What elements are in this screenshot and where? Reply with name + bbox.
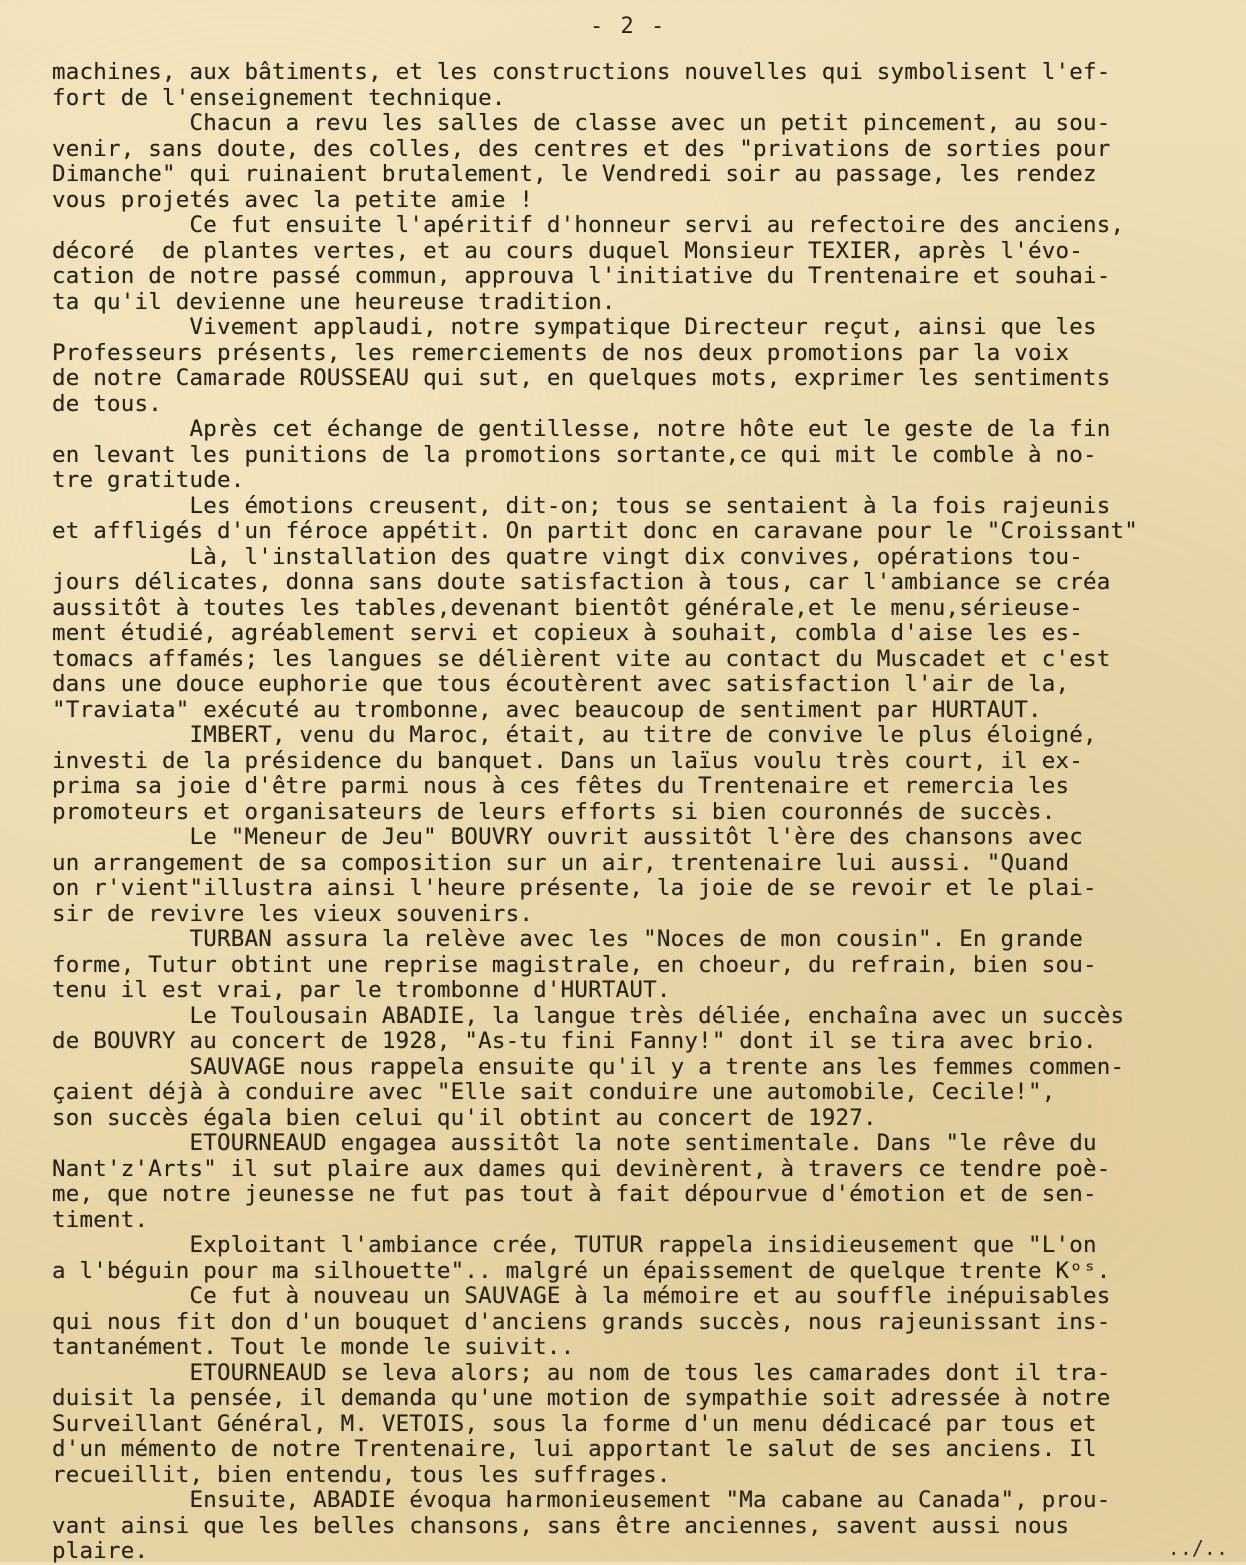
text-line: qui nous fit don d'un bouquet d'anciens grands succès, nous rajeunissant ins- [52,1308,1111,1335]
text-line: un arrangement de sa composition sur un air, trentenaire lui aussi. "Quand [52,849,1070,876]
continuation-mark: ../.. [1167,1536,1228,1560]
text-line: jours délicates, donna sans doute satisfaction à tous, car l'ambiance se créa [52,569,1111,595]
text-line: Là, l'installation des quatre vingt dix convives, opérations tou- [52,543,1083,570]
text-line: TURBAN assura la relève avec les "Noces de mon cousin". En grande [52,926,1083,952]
text-line: ta qu'il devienne une heureuse tradition. [52,288,616,315]
text-line: Le "Meneur de Jeu" BOUVRY ouvrit aussitôt l'ère des chansons avec [52,824,1083,850]
text-line: de tous. [52,390,162,417]
text-line: dans une douce euphorie que tous écoutèrent avec satisfaction l'air de la, [52,671,1070,697]
text-line: sir de revivre les vieux souvenirs. [52,900,534,927]
text-line: vant ainsi que les belles chansons, sans être anciennes, savent aussi nous [52,1512,1070,1539]
text-line: Exploitant l'ambiance crée, TUTUR rappela insidieusement que "L'on [52,1232,1097,1258]
text-line: vous projetés avec la petite amie ! [52,186,534,213]
text-line: "Traviata" exécuté au trombonne, avec beaucoup de sentiment par HURTAUT. [52,696,1042,723]
text-line: cation de notre passé commun, approuva l'initiative du Trentenaire et souhai- [52,263,1111,289]
text-line: promoteurs et organisateurs de leurs efforts si bien couronnés de succès. [52,798,1056,825]
text-line: aussitôt à toutes les tables,devenant bientôt générale,et le menu,sérieuse- [52,594,1083,621]
text-line: d'un mémento de notre Trentenaire, lui apportant le salut de ses anciens. Il [52,1436,1097,1462]
text-line: recueillit, bien entendu, tous les suffrages. [52,1461,671,1488]
text-line: prima sa joie d'être parmi nous à ces fêtes du Trentenaire et remercia les [52,773,1070,799]
text-line: Nant'z'Arts" il sut plaire aux dames qui devinèrent, à travers ce tendre poè- [52,1155,1111,1182]
text-line: Ce fut à nouveau un SAUVAGE à la mémoire et au souffle inépuisables [52,1283,1111,1309]
text-line: Après cet échange de gentillesse, notre hôte eut le geste de la fin [52,416,1111,442]
text-line: Surveillant Général, M. VETOIS, sous la forme d'un menu dédicacé par tous et [52,1410,1097,1437]
text-line: tenu il est vrai, par le trombonne d'HURTAUT. [52,977,671,1003]
text-line: plaire. [52,1538,149,1564]
text-line: Ce fut ensuite l'apéritif d'honneur servi au refectoire des anciens, [52,212,1125,238]
text-line: fort de l'enseignement technique. [52,84,506,111]
text-line: tantanément. Tout le monde le suivit.. [52,1334,575,1360]
text-line: ment étudié, agréablement servi et copieux à souhait, combla d'aise les es- [52,620,1083,646]
text-line: on r'vient"illustra ainsi l'heure présente, la joie de se revoir et le plai- [52,875,1097,901]
page-number: - 2 - [590,14,667,39]
text-line: ETOURNEAUD engagea aussitôt la note sentimentale. Dans "le rêve du [52,1130,1097,1156]
text-line: ETOURNEAUD se leva alors; au nom de tous les camarades dont il tra- [52,1359,1111,1386]
text-line: venir, sans doute, des colles, des centres et des "privations de sorties pour [52,135,1111,162]
text-line: en levant les punitions de la promotions sortante,ce qui mit le comble à no- [52,441,1097,468]
text-line: a l'béguin pour ma silhouette".. malgré un épaissement de quelque trente Kᵒˢ. [52,1257,1111,1284]
text-line: Professeurs présents, les remerciements de nos deux promotions par la voix [52,339,1070,366]
text-line: de notre Camarade ROUSSEAU qui sut, en quelques mots, exprimer les sentiments [52,365,1111,391]
text-line: tomacs affamés; les langues se délièrent vite au contact du Muscadet et c'est [52,645,1111,672]
text-line: Vivement applaudi, notre sympatique Directeur reçut, ainsi que les [52,314,1097,340]
text-line: de BOUVRY au concert de 1928, "As-tu fini Fanny!" dont il se tira avec brio. [52,1028,1097,1054]
text-line: Les émotions creusent, dit-on; tous se sentaient à la fois rajeunis [52,492,1111,519]
text-line: machines, aux bâtiments, et les constructions nouvelles qui symbolisent l'ef- [52,59,1111,85]
text-line: Le Toulousain ABADIE, la langue très déliée, enchaîna avec un succès [52,1002,1125,1029]
text-line: forme, Tutur obtint une reprise magistrale, en choeur, du refrain, bien sou- [52,951,1097,978]
text-line: SAUVAGE nous rappela ensuite qu'il y a trente ans les femmes commen- [52,1053,1125,1080]
text-line: décoré de plantes vertes, et au cours duquel Monsieur TEXIER, après l'évo- [52,237,1083,264]
text-line: Dimanche" qui ruinaient brutalement, le Vendredi soir au passage, les rendez [52,161,1097,187]
text-line: tre gratitude. [52,467,245,493]
text-line: çaient déjà à conduire avec "Elle sait conduire une automobile, Cecile!", [52,1079,1056,1105]
text-line: Ensuite, ABADIE évoqua harmonieusement "Ma cabane au Canada", prou- [52,1487,1111,1513]
text-line: me, que notre jeunesse ne fut pas tout à fait dépourvue d'émotion et de sen- [52,1181,1097,1207]
text-line: son succès égala bien celui qu'il obtint au concert de 1927. [52,1104,877,1131]
text-line: timent. [52,1206,149,1233]
text-line: investi de la présidence du banquet. Dans un laïus voulu très court, il ex- [52,747,1083,774]
body-text [52,60,1232,1565]
text-line: duisit la pensée, il demanda qu'une motion de sympathie soit adressée à notre [52,1385,1111,1411]
text-line: IMBERT, venu du Maroc, était, au titre de convive le plus éloigné, [52,722,1097,748]
text-line: et affligés d'un féroce appétit. On partit donc en caravane pour le "Croissant" [52,518,1138,544]
text-line: Chacun a revu les salles de classe avec un petit pincement, au sou- [52,110,1111,136]
